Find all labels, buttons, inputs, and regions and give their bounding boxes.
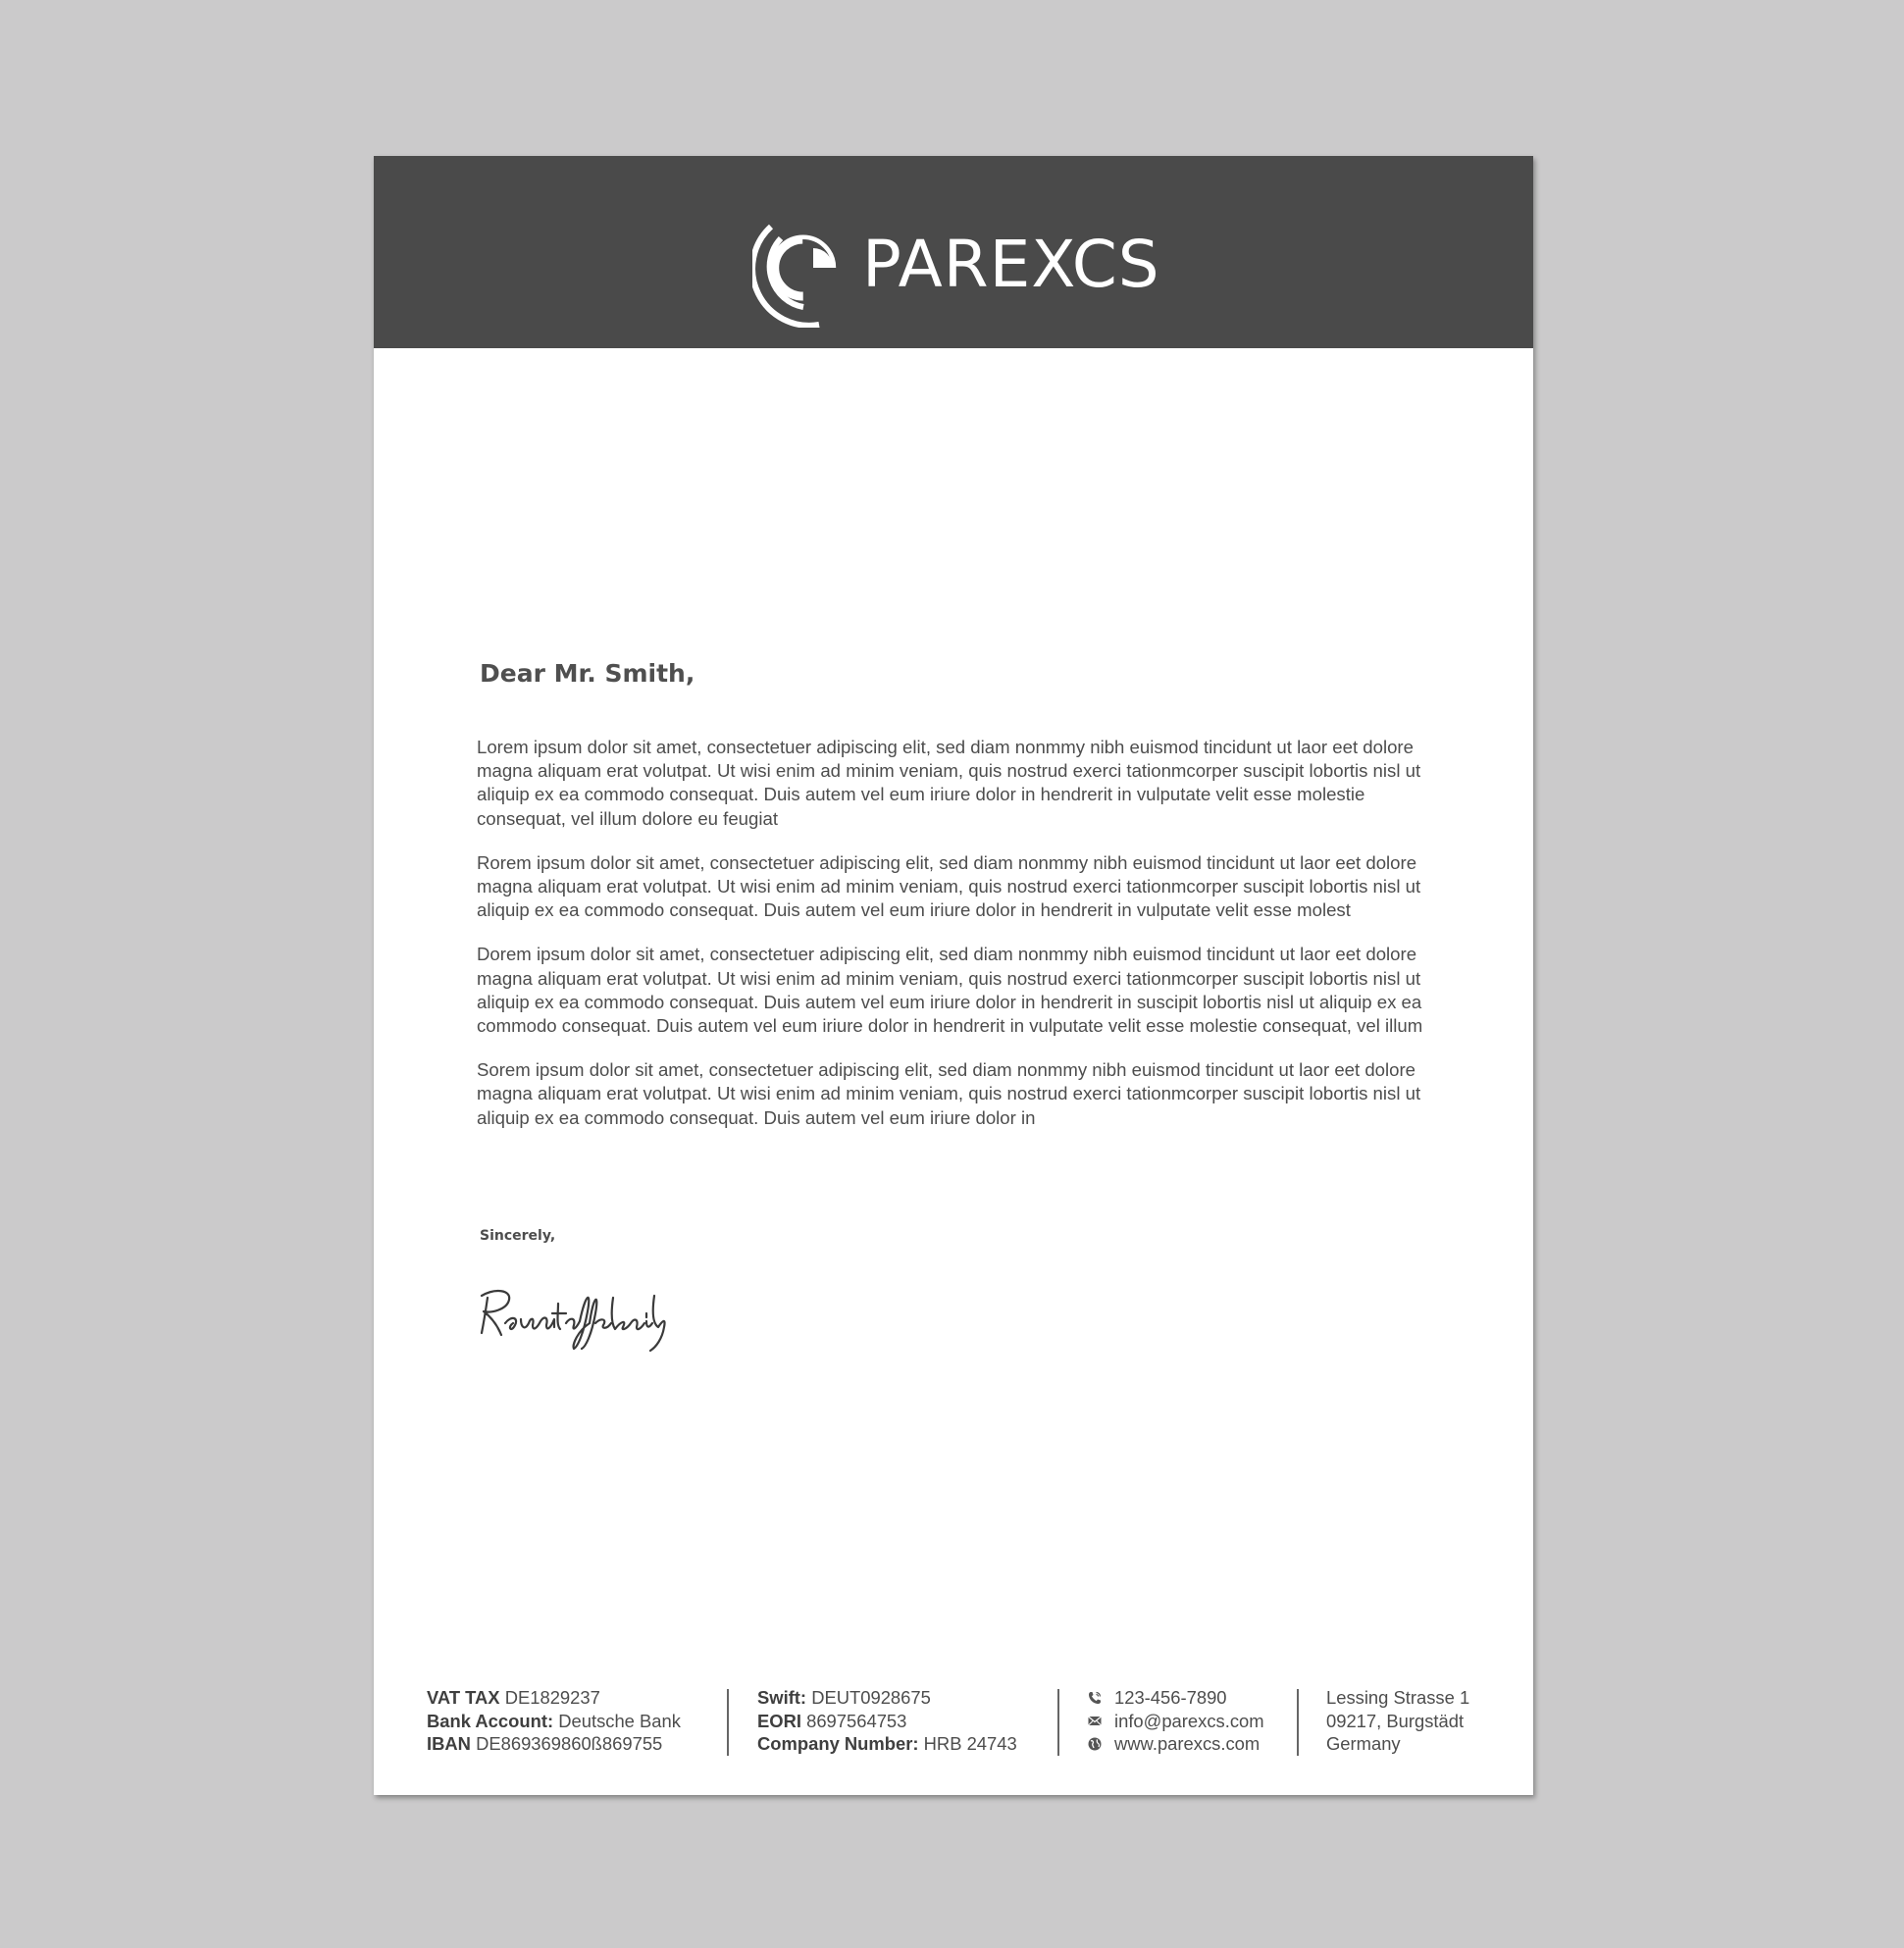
logo-mark-icon: [752, 205, 860, 328]
letter-paragraph: Sorem ipsum dolor sit amet, consectetuer adipiscing elit, sed diam nonmmy nibh euismod tincidunt ut laor eet dolore magna aliquam erat volutpat. Ut wisi enim ad minim veniam, quis nostrud exerci tationmcorper suscipit lobortis nisl ut aliquip ex ea commodo consequat. Duis autem vel eum iriure dolor in: [477, 1059, 1421, 1128]
footer-address: [1326, 1686, 1469, 1756]
company-label: Company Number:: [757, 1733, 919, 1755]
letter-footer: [374, 1686, 1533, 1765]
eori-value: 8697564753: [806, 1710, 907, 1731]
globe-icon: [1087, 1736, 1103, 1752]
brand-name: PAREXCS: [862, 227, 1160, 302]
address-line: Lessing Strasse 1: [1326, 1687, 1470, 1708]
iban-label: IBAN: [427, 1733, 471, 1755]
eori-label: EORI: [757, 1710, 801, 1731]
footer-company-ids: [757, 1686, 1017, 1756]
address-line: Germany: [1326, 1733, 1401, 1755]
phone-icon: [1087, 1690, 1103, 1706]
swift-value: DEUT0928675: [811, 1687, 931, 1708]
footer-divider: [727, 1689, 729, 1756]
footer-divider: [1297, 1689, 1299, 1756]
email-icon: [1087, 1713, 1103, 1728]
letter-paragraph: Lorem ipsum dolor sit amet, consectetuer adipiscing elit, sed diam nonmmy nibh euismod tincidunt ut laor eet dolore magna aliquam erat volutpat. Ut wisi enim ad minim veniam, quis nostrud exerci tationmcorper suscipit lobortis nisl ut aliquip ex ea commodo consequat. Duis autem vel eum iriure dolor in hendrerit in vulputate velit esse molestie consequat, vel illum dolore eu feugiat: [477, 737, 1421, 829]
brand-logo: [752, 205, 1164, 328]
letter-closing: Sincerely,: [480, 1228, 556, 1244]
iban-value: DE869369860ß869755: [476, 1733, 663, 1755]
letterhead-page: [374, 156, 1533, 1795]
vat-label: VAT TAX: [427, 1687, 500, 1708]
footer-contact: [1087, 1686, 1264, 1756]
bank-value: Deutsche Bank: [558, 1710, 681, 1731]
company-value: HRB 24743: [923, 1733, 1017, 1755]
letter-greeting: Dear Mr. Smith,: [480, 659, 695, 688]
swift-label: Swift:: [757, 1687, 807, 1708]
letter-paragraph: Dorem ipsum dolor sit amet, consectetuer adipiscing elit, sed diam nonmmy nibh euismod tincidunt ut laor eet dolore magna aliquam erat volutpat. Ut wisi enim ad minim veniam, quis nostrud exerci tationmcorper suscipit lobortis nisl ut aliquip ex ea commodo consequat. Duis autem vel eum iriure dolor in hendrerit in suscipit lobortis nisl ut aliquip ex ea commodo consequat. Duis autem vel eum iriure dolor in hendrerit in vulputate velit esse molestie consequat, vel illum: [477, 944, 1423, 1037]
footer-tax-bank: [427, 1686, 681, 1756]
letter-body: [477, 736, 1433, 1151]
bank-label: Bank Account:: [427, 1710, 554, 1731]
phone-number: 123-456-7890: [1114, 1687, 1227, 1708]
vat-value: DE1829237: [504, 1687, 600, 1708]
address-line: 09217, Burgstädt: [1326, 1710, 1465, 1731]
email-address: info@parexcs.com: [1114, 1710, 1264, 1731]
handwritten-signature: [476, 1284, 672, 1353]
website-url: www.parexcs.com: [1114, 1733, 1261, 1755]
letter-paragraph: Rorem ipsum dolor sit amet, consectetuer adipiscing elit, sed diam nonmmy nibh euismod tincidunt ut laor eet dolore magna aliquam erat volutpat. Ut wisi enim ad minim veniam, quis nostrud exerci tationmcorper suscipit lobortis nisl ut aliquip ex ea commodo consequat. Duis autem vel eum iriure dolor in hendrerit in vulputate velit esse molest: [477, 851, 1421, 921]
header-band: [374, 156, 1533, 348]
footer-divider: [1057, 1689, 1059, 1756]
